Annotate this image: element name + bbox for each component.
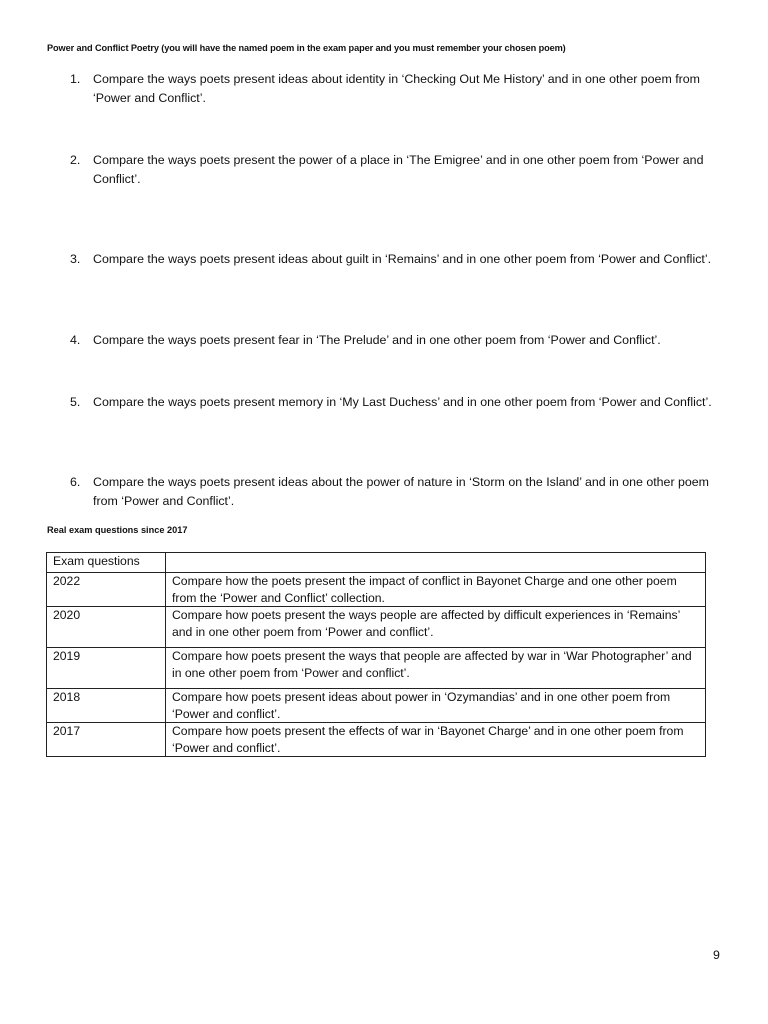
question-number: 2.	[70, 153, 81, 167]
question-cell: Compare how poets present the ways people are affected by difficult experiences in ‘Remains’ and in one other poem from ‘Power and conflict’.	[166, 607, 706, 648]
year-cell: 2019	[47, 648, 166, 689]
question-text: Compare the ways poets present ideas about the power of nature in ‘Storm on the Island’ and in one other poem from ‘Power and Conflict’.	[93, 475, 710, 508]
question-number: 3.	[70, 252, 81, 266]
question-number: 6.	[70, 475, 81, 489]
question-number: 5.	[70, 395, 81, 409]
question-cell: Compare how poets present the ways that people are affected by war in ‘War Photographer’ and in one other poem from ‘Power and conflict’.	[166, 648, 706, 689]
question-text: Compare the ways poets present memory in ‘My Last Duchess’ and in one other poem from ‘Power and Conflict’.	[93, 395, 712, 409]
table-header-row	[47, 553, 706, 573]
table-row	[47, 648, 706, 689]
table-row	[47, 689, 706, 723]
year-cell: 2018	[47, 689, 166, 723]
question-text: Compare the ways poets present the power of a place in ‘The Emigree’ and in one other poem from ‘Power and Conflict’.	[93, 153, 704, 186]
table-row	[47, 607, 706, 648]
table-header-cell	[166, 553, 706, 573]
question-cell: Compare how poets present ideas about power in ‘Ozymandias’ and in one other poem from ‘Power and conflict’.	[166, 689, 706, 723]
question-number: 4.	[70, 333, 81, 347]
question-cell: Compare how poets present the effects of war in ‘Bayonet Charge’ and in one other poem from ‘Power and conflict’.	[166, 723, 706, 757]
year-cell: 2017	[47, 723, 166, 757]
table-row	[47, 573, 706, 607]
question-cell: Compare how the poets present the impact of conflict in Bayonet Charge and one other poem from the ‘Power and Conflict’ collection.	[166, 573, 706, 607]
page-heading: Power and Conflict Poetry (you will have the named poem in the exam paper and you must remember your chosen poem)	[47, 43, 566, 53]
exam-questions-table	[46, 552, 706, 757]
question-number: 1.	[70, 72, 81, 86]
question-text: Compare the ways poets present ideas about guilt in ‘Remains’ and in one other poem from ‘Power and Conflict’.	[93, 252, 712, 266]
question-text: Compare the ways poets present fear in ‘The Prelude’ and in one other poem from ‘Power and Conflict’.	[93, 333, 661, 347]
page-number: 9	[713, 948, 720, 962]
year-cell: 2020	[47, 607, 166, 648]
table-header-cell: Exam questions	[47, 553, 166, 573]
question-text: Compare the ways poets present ideas about identity in ‘Checking Out Me History’ and in one other poem from ‘Power and Conflict’.	[93, 72, 700, 105]
exam-section-title: Real exam questions since 2017	[47, 525, 188, 535]
table-row	[47, 723, 706, 757]
year-cell: 2022	[47, 573, 166, 607]
